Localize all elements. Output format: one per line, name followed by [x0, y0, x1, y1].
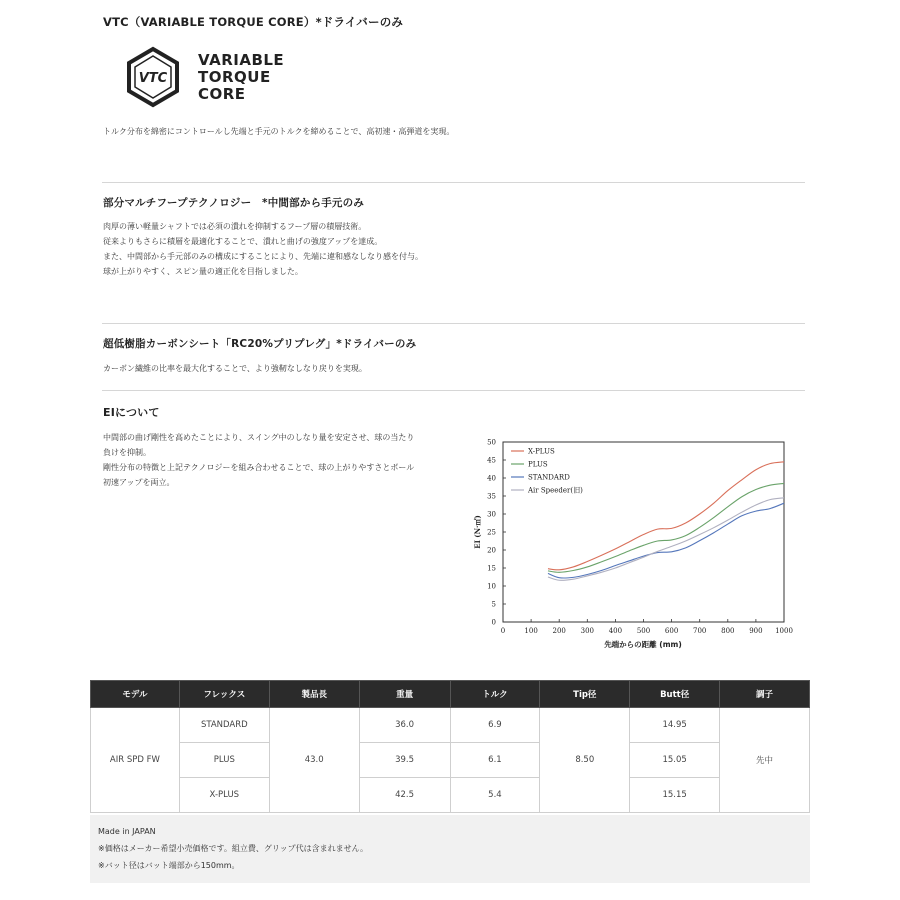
y-tick-label: 30 — [487, 510, 496, 519]
divider-1 — [102, 182, 805, 183]
logo-line-core: CORE — [198, 85, 246, 103]
x-tick-label: 600 — [664, 627, 679, 635]
header-weight: 重量 — [359, 681, 450, 708]
y-tick-label: 15 — [487, 564, 496, 573]
vtc-heading: VTC（VARIABLE TORQUE CORE）*ドライバーのみ — [103, 15, 404, 29]
cell-butt: 14.95 — [630, 708, 720, 743]
multihoop-line: 球が上がりやすく、スピン量の適正化を目指しました。 — [103, 267, 303, 276]
cell-torque: 6.9 — [450, 708, 540, 743]
vtc-logo-icon — [122, 46, 184, 108]
y-tick-label: 45 — [487, 456, 496, 465]
note-made-in: Made in JAPAN — [98, 827, 156, 836]
notes-box — [90, 815, 810, 883]
cell-model: AIR SPD FW — [91, 708, 180, 813]
y-tick-label: 5 — [491, 600, 496, 609]
y-tick-label: 25 — [487, 528, 496, 537]
table-header-row — [91, 681, 810, 708]
cell-flex: X-PLUS — [179, 778, 269, 813]
y-tick-label: 35 — [487, 492, 496, 501]
y-tick-label: 0 — [491, 618, 496, 627]
cell-kick: 先中 — [720, 708, 810, 813]
x-tick-label: 900 — [749, 627, 763, 635]
header-torque: トルク — [450, 681, 540, 708]
cell-butt: 15.15 — [630, 778, 720, 813]
header-flex: フレックス — [179, 681, 269, 708]
x-tick-label: 200 — [552, 627, 566, 635]
cell-torque: 6.1 — [450, 743, 540, 778]
x-tick-label: 400 — [608, 627, 623, 635]
x-tick-label: 800 — [721, 627, 735, 635]
header-length: 製品長 — [269, 681, 359, 708]
ei-line: 剛性分布の特徴と上記テクノロジーを組み合わせることで、球の上がりやすさとボール — [103, 463, 415, 472]
header-tip: Tip径 — [540, 681, 630, 708]
multihoop-heading: 部分マルチフープテクノロジー *中間部から手元のみ — [103, 197, 365, 209]
table-row — [91, 743, 810, 778]
vtc-logo-mark: VTC — [138, 71, 168, 86]
note-price: ※価格はメーカー希望小売価格です。組立費、グリップ代は含まれません。 — [98, 844, 369, 853]
ei-line: 中間部の曲げ剛性を高めたことにより、スイング中のしなり量を安定させ、球の当たり — [103, 433, 415, 442]
logo-line-torque: TORQUE — [198, 68, 271, 86]
header-model: モデル — [91, 681, 180, 708]
y-axis-label: EI (N·㎡) — [473, 515, 482, 549]
cell-butt: 15.05 — [630, 743, 720, 778]
y-tick-label: 40 — [487, 474, 496, 483]
header-kick: 調子 — [720, 681, 810, 708]
cell-length: 43.0 — [269, 708, 359, 813]
multihoop-line: 肉厚の薄い軽量シャフトでは必須の潰れを抑制するフープ層の積層技術。 — [103, 222, 367, 231]
legend-label: X-PLUS — [528, 447, 555, 456]
table-row — [91, 708, 810, 743]
ei-heading: EIについて — [103, 406, 160, 419]
multihoop-line: また、中間部から手元部のみの構成にすることにより、先端に違和感なしなり感を付与。 — [103, 252, 423, 261]
ei-chart — [466, 432, 806, 654]
ei-line: 負けを抑制。 — [103, 448, 151, 457]
cell-weight: 39.5 — [359, 743, 450, 778]
x-tick-label: 100 — [524, 627, 538, 635]
rc20-heading: 超低樹脂カーボンシート「RC20%プリプレグ」*ドライバーのみ — [103, 338, 417, 350]
ei-line: 初速アップを両立。 — [103, 478, 175, 487]
legend-label: STANDARD — [528, 473, 570, 482]
cell-torque: 5.4 — [450, 778, 540, 813]
ei-body — [103, 430, 414, 490]
logo-line-variable: VARIABLE — [198, 51, 285, 69]
rc20-description: カーボン繊維の比率を最大化することで、より強靭なしなり戻りを実現。 — [103, 364, 367, 373]
plot-frame — [503, 442, 784, 622]
note-butt: ※バット径はバット端部から150mm。 — [98, 861, 240, 870]
x-tick-label: 300 — [580, 627, 594, 635]
cell-tip: 8.50 — [540, 708, 630, 813]
header-butt: Butt径 — [630, 681, 720, 708]
x-tick-label: 0 — [500, 627, 506, 635]
cell-flex: PLUS — [179, 743, 269, 778]
cell-flex: STANDARD — [179, 708, 269, 743]
divider-2 — [102, 323, 805, 324]
y-tick-label: 10 — [487, 582, 496, 591]
x-tick-label: 1000 — [775, 627, 793, 635]
divider-3 — [102, 390, 805, 391]
cell-weight: 42.5 — [359, 778, 450, 813]
y-tick-label: 20 — [487, 546, 496, 555]
multihoop-line: 従来よりもさらに積層を最適化することで、潰れと曲げの強度アップを達成。 — [103, 237, 383, 246]
x-tick-label: 700 — [693, 627, 707, 635]
cell-weight: 36.0 — [359, 708, 450, 743]
x-axis-label: 先端からの距離 (mm) — [604, 640, 682, 649]
vtc-description: トルク分布を綿密にコントロールし先端と手元のトルクを締めることで、高初速・高弾道を実現。 — [103, 127, 455, 136]
ei-chart-svg — [466, 432, 806, 654]
table-row — [91, 778, 810, 813]
legend-label: Air Speeder(旧) — [528, 486, 583, 495]
y-tick-label: 50 — [487, 438, 496, 447]
multihoop-body — [103, 219, 423, 279]
legend-label: PLUS — [528, 460, 548, 469]
spec-table — [90, 680, 810, 813]
vtc-logo-text — [198, 52, 284, 103]
x-tick-label: 500 — [636, 627, 651, 635]
